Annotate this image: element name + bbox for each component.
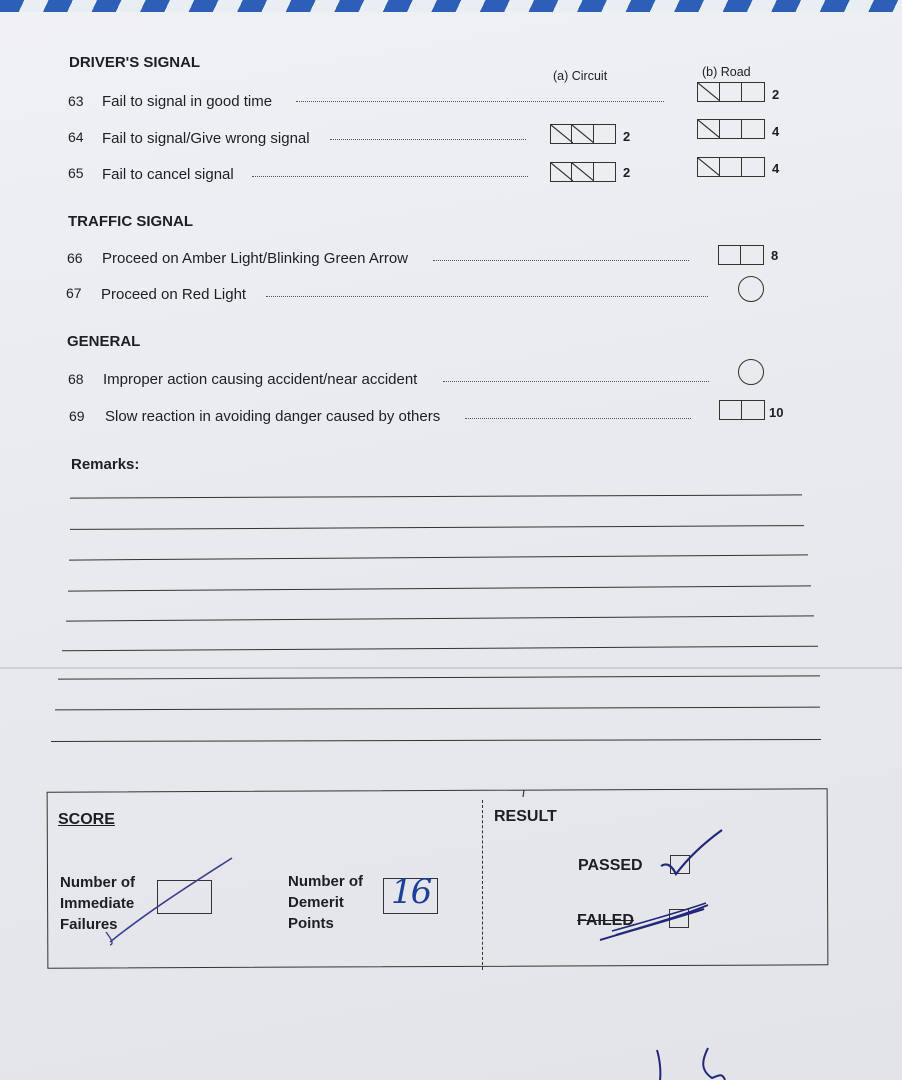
checkbox-cell[interactable]: [572, 163, 593, 181]
road-points: 2: [772, 87, 780, 102]
demerit-points-handwritten: 16: [391, 872, 431, 912]
dotted-leader: [465, 418, 691, 419]
section-heading-traffic-signal: TRAFFIC SIGNAL: [68, 213, 193, 230]
checkbox-cell[interactable]: [720, 120, 742, 138]
checkbox-cell[interactable]: [698, 158, 720, 176]
dotted-leader: [330, 139, 526, 140]
road-mark-boxes[interactable]: [697, 157, 765, 177]
item-text: Fail to signal/Give wrong signal: [102, 130, 310, 147]
item-text: Fail to signal in good time: [102, 93, 273, 110]
item-text: Improper action causing accident/near accident: [103, 371, 418, 388]
checkbox-cell[interactable]: [594, 125, 615, 143]
immediate-failures-label: [60, 872, 135, 935]
remarks-line[interactable]: [58, 675, 820, 679]
item-number: 69: [69, 408, 85, 424]
section-heading-general: GENERAL: [67, 333, 141, 350]
road-mark-boxes[interactable]: [697, 82, 765, 102]
remarks-line[interactable]: [68, 585, 811, 591]
paper-fold: [0, 667, 902, 669]
checkbox-cell[interactable]: [572, 125, 593, 143]
road-mark-boxes[interactable]: [718, 245, 764, 265]
section-heading-drivers-signal: DRIVER'S SIGNAL: [69, 54, 201, 71]
road-mark-boxes[interactable]: [697, 119, 765, 139]
label-line: Number of: [288, 873, 363, 890]
checkbox-cell[interactable]: [742, 120, 764, 138]
item-text: Fail to cancel signal: [102, 166, 234, 183]
remarks-line[interactable]: [66, 615, 814, 621]
dotted-leader: [296, 101, 664, 102]
checkbox-cell[interactable]: [594, 163, 615, 181]
item-text: Slow reaction in avoiding danger caused by others: [105, 408, 441, 425]
label-line: Number of: [60, 874, 135, 891]
checkbox-cell[interactable]: [720, 401, 742, 419]
demerit-points-label: [288, 871, 363, 934]
immediate-failure-circle[interactable]: [738, 359, 764, 385]
label-line: Points: [288, 915, 334, 932]
road-mark-boxes[interactable]: [719, 400, 765, 420]
checkbox-cell[interactable]: [551, 163, 572, 181]
dotted-leader: [443, 381, 709, 382]
immediate-failures-box[interactable]: [157, 880, 212, 914]
item-number: 68: [68, 371, 84, 387]
road-points: 10: [769, 405, 784, 420]
remarks-line[interactable]: [62, 646, 818, 652]
item-number: 67: [66, 285, 82, 301]
column-header-circuit: (a) Circuit: [553, 69, 608, 83]
road-points: 4: [772, 161, 780, 176]
failed-label: FAILED: [577, 912, 634, 929]
road-points: 4: [772, 124, 780, 139]
item-text: Proceed on Amber Light/Blinking Green Arrow: [102, 250, 408, 267]
circuit-mark-boxes[interactable]: [550, 124, 616, 144]
circuit-points: 2: [623, 165, 631, 180]
checkbox-cell[interactable]: [698, 83, 720, 101]
label-line: Failures: [60, 916, 118, 933]
checkbox-cell[interactable]: [719, 246, 741, 264]
item-number: 66: [67, 250, 83, 266]
column-header-road: (b) Road: [702, 65, 751, 79]
passed-label: PASSED: [578, 857, 643, 874]
result-heading: RESULT: [494, 808, 557, 825]
checkbox-cell[interactable]: [741, 246, 763, 264]
label-line: Immediate: [60, 895, 135, 912]
remarks-line[interactable]: [55, 707, 820, 711]
dotted-leader: [433, 260, 689, 261]
label-line: Demerit: [288, 894, 344, 911]
score-result-divider: [482, 800, 483, 970]
failed-checkbox[interactable]: [669, 909, 689, 928]
background-stripe: [0, 0, 902, 12]
remarks-line[interactable]: [51, 739, 821, 742]
road-points: 8: [771, 248, 779, 263]
checkbox-cell[interactable]: [551, 125, 572, 143]
remarks-label: Remarks:: [71, 456, 140, 473]
item-number: 63: [68, 93, 84, 109]
item-number: 65: [68, 165, 84, 181]
checkbox-cell[interactable]: [742, 83, 764, 101]
circuit-points: 2: [623, 129, 631, 144]
dotted-leader: [252, 176, 528, 177]
checkbox-cell[interactable]: [698, 120, 720, 138]
passed-checkbox[interactable]: [670, 855, 690, 874]
checkbox-cell[interactable]: [720, 158, 742, 176]
circuit-mark-boxes[interactable]: [550, 162, 616, 182]
dotted-leader: [266, 296, 708, 297]
remarks-line[interactable]: [69, 554, 808, 560]
checkbox-cell[interactable]: [742, 158, 764, 176]
immediate-failure-circle[interactable]: [738, 276, 764, 302]
checkbox-cell[interactable]: [720, 83, 742, 101]
item-text: Proceed on Red Light: [101, 286, 247, 303]
score-heading: SCORE: [58, 811, 115, 828]
remarks-line[interactable]: [70, 494, 802, 498]
item-number: 64: [68, 129, 84, 145]
checkbox-cell[interactable]: [742, 401, 764, 419]
remarks-line[interactable]: [70, 525, 804, 530]
